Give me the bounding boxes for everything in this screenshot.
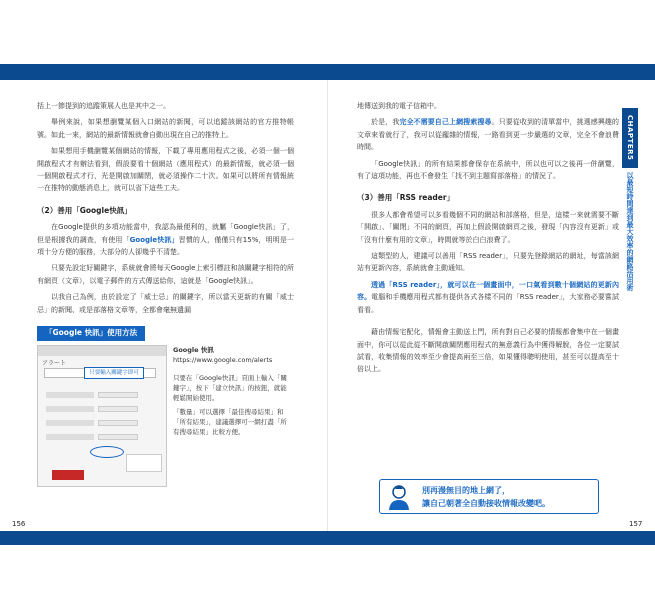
figure xyxy=(37,345,294,487)
page-number-right: 157 xyxy=(629,520,643,528)
tip-line: 別再漫無目的地上網了， xyxy=(422,485,510,495)
callout-label: 只要輸入關鍵字即可 xyxy=(84,367,144,379)
paragraph: 如果想用手機瀏覽某個網站的情報，下載了專用應用程式之後，必須一個一個開啟程式才有辦法看到，假設要看十個網站（應用程式）的最新情報，就必須一個一個開啟程式才行，光是開啟加關閉，就必須操作二十次。如果可以將所有情報統一在推特的動態消息上，就可以省下這些工夫。 xyxy=(37,147,294,193)
create-alert-button-image xyxy=(52,470,84,480)
preview-box xyxy=(126,454,162,472)
paragraph: 藉由情報宅配化，情報會主動送上門，所有對自己必要的情報都會集中在一個畫面中，你可以從此從不斷開啟關閉應用程式的無意義行為中獲得解脫，各位一定要試試看，收集情報的效率至少會提高兩至三倍，如果懂得聰明使用，甚至可以提高至十倍以上。 xyxy=(357,328,619,374)
option-row xyxy=(46,392,94,398)
figure-note: 只要在「Google快訊」頁面上輸入「關鍵字」，按下「建立快訊」的按鈕，就能輕鬆開始使用。 xyxy=(173,373,287,402)
figure-notes-url: https://www.google.com/alerts xyxy=(173,355,273,364)
chapter-tab: CHAPTER5 xyxy=(622,108,638,168)
person-icon xyxy=(384,482,414,512)
left-page xyxy=(37,100,294,487)
paragraph: 舉例來說，如果想瀏覽某個入口網站的新聞，可以追蹤該網站的官方推特帳號。如此一來，網站的最新情報就會自動出現在自己的推特上。 xyxy=(37,118,294,139)
top-color-band xyxy=(0,64,655,80)
option-select xyxy=(98,434,138,440)
screenshot-image xyxy=(37,345,167,487)
figure-title: 「Google 快訊」使用方法 xyxy=(37,326,145,340)
bottom-color-band xyxy=(0,531,655,545)
option-select xyxy=(98,420,138,426)
browser-bar xyxy=(38,346,166,356)
paragraph: 這類型的人，建議可以善用「RSS reader」，只要先登錄網站的網址，每當該網站有更新內容，系統就會主動通知。 xyxy=(357,252,619,273)
paragraph: 透過「RSS reader」，就可以在一個畫面中，一口氣看到數十個網站的更新內容。電腦和手機應用程式都有提供各式各樣不同的「RSS reader」，大家務必要嘗試看看。 xyxy=(357,280,619,314)
tip-line: 讓自己朝著全自動接收情報改變吧。 xyxy=(422,498,550,508)
option-row xyxy=(46,406,94,412)
highlight-text: Google快訊」 xyxy=(129,235,179,244)
screenshot-header: アラート xyxy=(42,359,67,367)
paragraph: 「Google快訊」的所有結果都會保存在系統中，所以也可以之後再一併瀏覽，有了這項功能，再也不會發生「找不到主題寫部落格」的情況了。 xyxy=(357,159,619,181)
tip-message xyxy=(422,484,550,510)
paragraph: 在Google提供的多項功能當中，我認為最便利的，就屬「Google快訊」了，但是根據我的調查，有使用「Google快訊」習慣的人，僅僅只有15%，明明是一項十分方便的服務，大部分的人卻幾乎不清楚。 xyxy=(37,223,294,257)
section-heading-google-alerts: （2）善用「Google快訊」 xyxy=(37,205,132,215)
paragraph: 以我自己為例，由於設定了「威士忌」的關鍵字，所以當天更新的有關「威士忌」的新聞、或是部落格文章等，全都會毫無遺漏 xyxy=(37,293,294,314)
paragraph: 地傳送到我的電子信箱中。 xyxy=(357,102,441,110)
figure-notes-title: Google 快訊 xyxy=(173,345,214,354)
figure-note: 「數量」可以選擇「最佳搜尋結果」和「所有結果」，建議選擇可一網打盡「所有搜尋結果」比較方便。 xyxy=(173,407,287,436)
tip-box xyxy=(379,479,599,514)
right-page xyxy=(357,100,619,380)
section-heading-rss-reader: （3）善用「RSS reader」 xyxy=(357,193,455,203)
paragraph: 於是，我完全不需要自己上網搜索搜尋。只要從收到的清單當中，挑選感興趣的文章來看就行了，我可以從龐雜的情報，一路看到更一步嚴選的文章，完全不會浪費時間。 xyxy=(357,118,620,152)
option-row xyxy=(46,420,94,426)
chapter-subtitle: 以最短時間達到最大效率的網路活用術 xyxy=(626,172,634,291)
page-gutter xyxy=(327,80,328,531)
highlight-text: 透過「RSS reader」，就可以在一個畫面中，一口氣看到數十個網站的更新內容。 xyxy=(357,280,619,302)
figure-notes xyxy=(173,345,293,487)
paragraph: 很多人都會希望可以多看幾個不同的網站和部落格，但是，這樣一來就需要不斷「開啟」、「關閉」不同的網頁，再加上假設開啟網頁之後，發現「內容沒有更新」或「沒有什麼有用的文章」，時間就等於白白浪費了。 xyxy=(357,210,619,244)
option-select xyxy=(98,392,138,398)
highlight-text: 完全不需要自己上網搜索搜尋 xyxy=(399,118,492,127)
paragraph: 只要先設定好關鍵字，系統就會將每天Google上索引標註和該關鍵字相符的所有網頁（文章），以電子郵件的方式傳送給你，這就是「Google快訊」。 xyxy=(37,264,294,285)
highlight-oval xyxy=(90,446,124,458)
paragraph: 括上一節提到的追蹤策展人也是其中之一。 xyxy=(37,102,170,110)
page-number-left: 156 xyxy=(12,520,26,528)
option-row xyxy=(46,434,94,440)
option-select xyxy=(98,406,138,412)
